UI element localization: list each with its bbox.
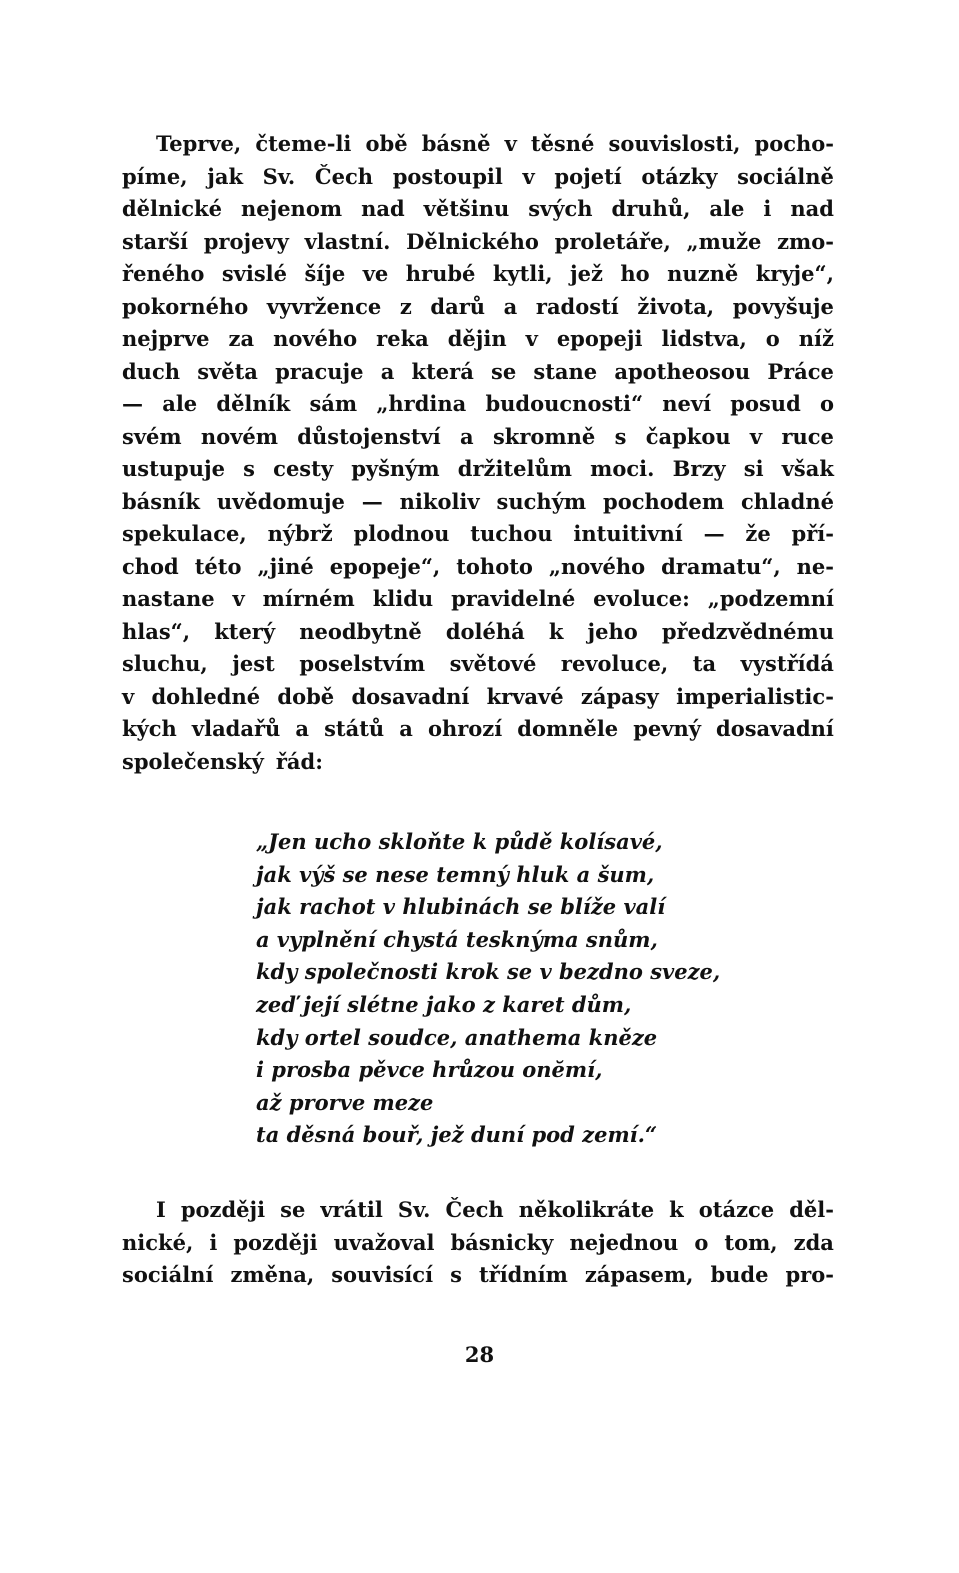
text-line: řeného svislé šíje ve hrubé kytli, jež ho nuzně kryje“, (122, 261, 834, 286)
text-line: chod této „jiné epopeje“, tohoto „nového dramatu“, ne- (122, 553, 834, 579)
text-line: sociální změna, souvisící s třídním zápasem, bude pro- (122, 1262, 834, 1287)
poem-quotation (256, 826, 720, 1152)
text-line: pokorného vyvržence z darů a radostí života, povyšuje (122, 293, 834, 319)
text-line: nejprve za nového reka dějin v epopeji lidstva, o níž (122, 326, 834, 351)
poem-verse: i prosba pěvce hrůzou onĕmí, (256, 1057, 603, 1083)
text-line: společenský řád: (122, 748, 323, 774)
text-line: I později se vrátil Sv. Čech několikráte k otázce děl- (156, 1197, 834, 1222)
text-line: kých vladařů a států a ohrozí domněle pevný dosavadní (122, 716, 834, 741)
poem-verse: a vyplnění chystá tesknýma snům, (256, 926, 658, 952)
text-line: duch světa pracuje a která se stane apotheosou Práce (122, 358, 834, 384)
text-line: — ale dělník sám „hrdina budoucnosti“ neví posud o (122, 391, 834, 416)
poem-verse: kdy společnosti krok se v bezdno sveze, (256, 959, 721, 985)
paragraph-2 (122, 1194, 834, 1292)
poem-verse: jak rachot v hlubinách se blíže valí (256, 894, 666, 920)
text-line: nastane v mírném klidu pravidelné evoluce: „podzemní (122, 586, 834, 611)
text-line: píme, jak Sv. Čech postoupil v pojetí otázky sociálně (122, 163, 834, 189)
text-line: spekulace, nýbrž plodnou tuchou intuitivní — že pří- (122, 521, 834, 546)
poem-verse: zeď její slétne jako z karet dům, (256, 991, 632, 1017)
page-number: 28 (464, 1342, 495, 1367)
text-line: Teprve, čteme-li obě básně v těsné souvislosti, pocho- (156, 131, 834, 156)
paragraph-1 (122, 128, 834, 778)
text-line: starší projevy vlastní. Dělnického proletáře, „muže zmo- (122, 228, 834, 254)
poem-verse: „Jen ucho skloňte k půdě kolísavé, (256, 829, 663, 854)
text-line: hlas“, který neodbytně doléhá k jeho předzvědnému (122, 618, 834, 644)
text-line: svém novém důstojenství a skromně s čapkou v ruce (122, 423, 834, 449)
text-line: básník uvědomuje — nikoliv suchým pochodem chladné (122, 488, 834, 514)
poem-verse: kdy ortel soudce, anathema kněze (256, 1024, 658, 1050)
poem-verse: ta děsná bouř, jež duní pod zemí.“ (256, 1122, 658, 1148)
poem-verse: až prorve meze (256, 1089, 434, 1115)
text-line: v dohledné době dosavadní krvavé zápasy imperialistic- (122, 683, 834, 709)
text-line: ustupuje s cesty pyšným držitelům moci. Brzy si však (122, 456, 834, 481)
text-line: sluchu, jest poselstvím světové revoluce, ta vystřídá (122, 651, 834, 676)
text-line: dělnické nejenom nad většinu svých druhů, ale i nad (122, 196, 834, 221)
poem-verse: jak výš se nese temný hluk a šum, (256, 861, 655, 887)
text-line: nické, i později uvažoval básnicky nejednou o tom, zda (122, 1229, 834, 1255)
